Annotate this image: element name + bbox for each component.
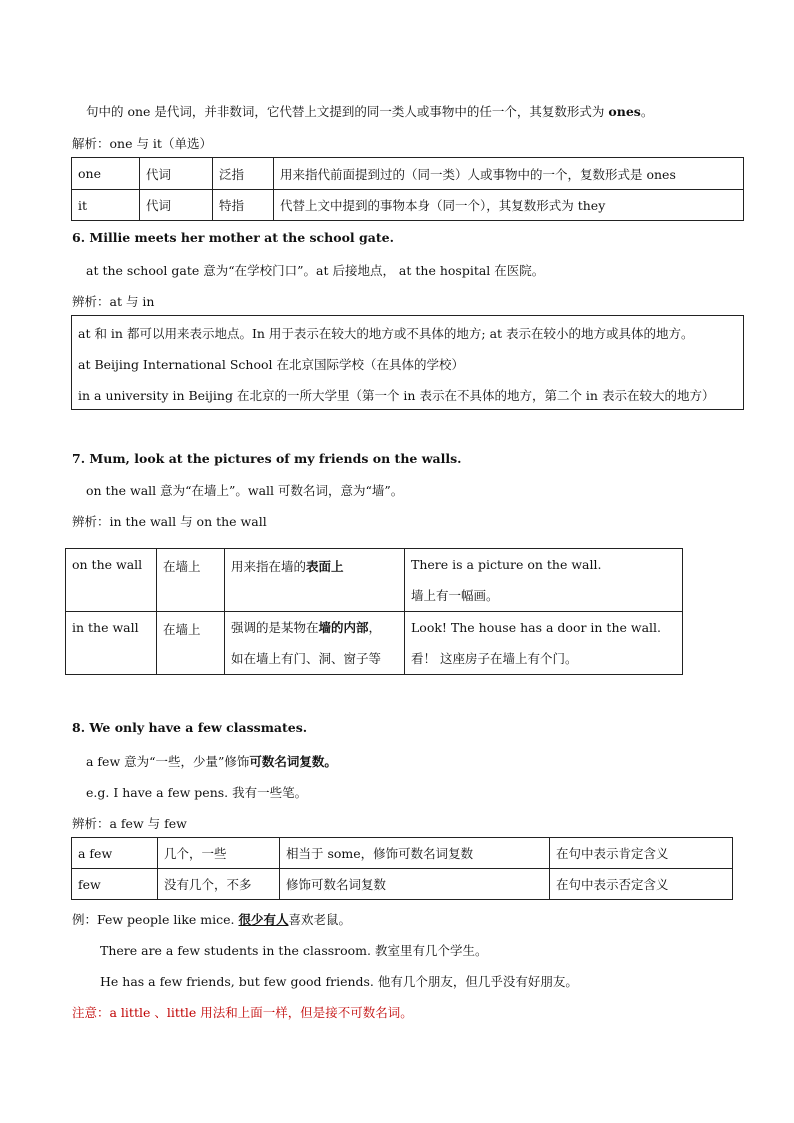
table-cell: 没有几个，不多 (158, 869, 280, 900)
table-cell: in the wall (66, 612, 157, 675)
section-7-analysis: 辨析：in the wall 与 on the wall (72, 514, 267, 529)
table-row (72, 869, 733, 900)
section-8-note (86, 752, 337, 770)
table-cell: 相当于 some，修饰可数名词复数 (280, 838, 550, 869)
example-line-1 (72, 910, 351, 928)
table-cell: 修饰可数名词复数 (280, 869, 550, 900)
table-cell: it (72, 190, 140, 221)
table-cell (225, 549, 405, 612)
table-row (72, 838, 733, 869)
usage-post: ， (368, 620, 382, 635)
table-cell: 在句中表示否定含义 (550, 869, 733, 900)
table-cell (405, 612, 683, 675)
section-6-note: at the school gate 意为“在学校门口”。at 后接地点， at the hospital 在医院。 (86, 263, 545, 278)
section-8-analysis: 辨析：a few 与 few (72, 816, 187, 831)
example-zh: 墙上有一幅画。 (411, 588, 499, 603)
example-line-2: There are a few students in the classroom. 教室里有几个学生。 (100, 943, 488, 958)
example-en: There is a picture on the wall. (411, 557, 602, 572)
table-cell: 在墙上 (157, 549, 225, 612)
wall-table (65, 548, 683, 675)
table-cell: one (72, 158, 140, 190)
section-7-heading: 7. Mum, look at the pictures of my friends on the walls. (72, 451, 462, 466)
table-cell: 代词 (140, 190, 213, 221)
section-8-heading: 8. We only have a few classmates. (72, 720, 308, 735)
table-cell: 代词 (140, 158, 213, 190)
intro-line (86, 102, 653, 120)
table-cell: few (72, 869, 158, 900)
section-7-note: on the wall 意为“在墙上”。wall 可数名词，意为“墙”。 (86, 483, 404, 498)
box-line: at 和 in 都可以用来表示地点。In 用于表示在较大的地方或不具体的地方; at 表示在较小的地方或具体的地方。 (78, 326, 694, 341)
table-cell (405, 549, 683, 612)
one-it-table (71, 157, 744, 221)
table-cell (225, 612, 405, 675)
example-zh: 看！ 这座房子在墙上有个门。 (411, 651, 578, 666)
section-6-analysis: 辨析：at 与 in (72, 294, 155, 309)
example-line-3: He has a few friends, but few good friends. 他有几个朋友，但几乎没有好朋友。 (100, 974, 578, 989)
box-line: in a university in Beijing 在北京的一所大学里（第一个 in 表示在不具体的地方，第二个 in 表示在较大的地方） (78, 388, 715, 403)
section-6-heading: 6. Millie meets her mother at the school gate. (72, 230, 394, 245)
table-cell: on the wall (66, 549, 157, 612)
usage-text: 强调的是某物在 (231, 620, 319, 635)
usage-text: 用来指在墙的 (231, 559, 307, 574)
box-line: at Beijing International School 在北京国际学校（在具体的学校） (78, 357, 464, 372)
table-cell: 几个，一些 (158, 838, 280, 869)
example-underlined: 很少有人 (238, 912, 289, 927)
note-text: a few 意为“一些，少量”修饰 (86, 754, 250, 769)
table-cell: 用来指代前面提到过的（同一类）人或事物中的一个，复数形式是 ones (274, 158, 744, 190)
usage-line2: 如在墙上有门、洞、窗子等 (231, 651, 382, 666)
table-cell: 泛指 (213, 158, 274, 190)
at-in-box (71, 315, 744, 410)
intro-bold: ones (608, 104, 641, 119)
table-row (66, 549, 683, 612)
usage-bold: 表面上 (306, 559, 344, 574)
table-cell: 代替上文中提到的事物本身（同一个），其复数形式为 they (274, 190, 744, 221)
example-rest: 喜欢老鼠。 (288, 912, 352, 927)
table-row (72, 190, 744, 221)
few-table (71, 837, 733, 900)
table-row (66, 612, 683, 675)
note-bold: 可数名词复数。 (249, 754, 337, 769)
note-warning: 注意：a little 、little 用法和上面一样，但是接不可数名词。 (72, 1005, 413, 1020)
table-row (72, 158, 744, 190)
table-cell: 特指 (213, 190, 274, 221)
intro-end: 。 (640, 104, 654, 119)
usage-bold: 墙的内部 (318, 620, 369, 635)
example-en: Look! The house has a door in the wall. (411, 620, 661, 635)
section-8-example: e.g. I have a few pens. 我有一些笔。 (86, 785, 308, 800)
table-cell: 在句中表示肯定含义 (550, 838, 733, 869)
example-label: 例：Few people like mice. (72, 912, 239, 927)
table-cell: a few (72, 838, 158, 869)
table-cell: 在墙上 (157, 612, 225, 675)
intro-analysis: 解析：one 与 it（单选） (72, 136, 212, 151)
intro-text: 句中的 one 是代词，并非数词，它代替上文提到的同一类人或事物中的任一个，其复数形式为 (86, 104, 609, 119)
